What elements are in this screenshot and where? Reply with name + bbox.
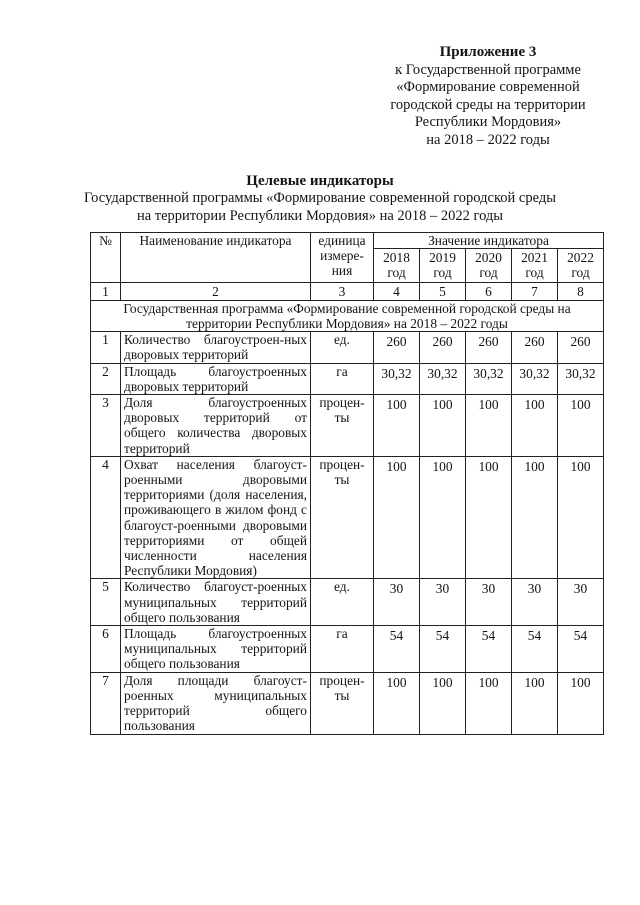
indicator-name: Площадь благоустроенных муниципальных территорий общего пользования: [121, 626, 311, 673]
indicator-value: 30: [466, 579, 512, 626]
section-title: Государственная программа «Формирование современной городской среды на территории Республики Мордовия» на 2018 – 2022 годы: [91, 300, 604, 331]
indicator-name: Количество благоустроен-ных дворовых территорий: [121, 332, 311, 363]
row-number: 2: [91, 363, 121, 394]
header-num: №: [91, 233, 121, 283]
indicator-value: 100: [420, 395, 466, 457]
indicator-value: 100: [558, 395, 604, 457]
indicator-value: 30,32: [512, 363, 558, 394]
header-values-group: Значение индикатора: [374, 233, 604, 249]
indicator-value: 260: [374, 332, 420, 363]
annex-line: «Формирование современной: [396, 79, 580, 96]
table-row: [91, 456, 604, 579]
table-row: [91, 672, 604, 734]
annex-line: к Государственной программе: [395, 61, 581, 78]
column-number: 1: [91, 282, 121, 300]
column-number: 4: [374, 282, 420, 300]
table-row: [91, 332, 604, 363]
header-unit: единица измере-ния: [311, 233, 374, 283]
header-row: [91, 233, 604, 249]
indicator-value: 54: [512, 626, 558, 673]
indicator-value: 54: [558, 626, 604, 673]
indicator-value: 100: [466, 456, 512, 579]
indicator-value: 54: [374, 626, 420, 673]
indicator-value: 54: [420, 626, 466, 673]
row-number: 6: [91, 626, 121, 673]
row-number: 5: [91, 579, 121, 626]
document-heading: [50, 173, 590, 225]
indicator-value: 100: [420, 456, 466, 579]
indicator-name: Количество благоуст-роенных муниципальных территорий общего пользования: [121, 579, 311, 626]
indicator-value: 260: [558, 332, 604, 363]
indicator-unit: га: [311, 626, 374, 673]
header-year: 2020 год: [466, 249, 512, 282]
header-year: 2022 год: [558, 249, 604, 282]
heading-subtitle-line: на территории Республики Мордовия» на 2018 – 2022 годы: [136, 207, 504, 224]
indicator-value: 100: [374, 456, 420, 579]
header-year: 2019 год: [420, 249, 466, 282]
row-number: 7: [91, 672, 121, 734]
indicator-value: 100: [466, 672, 512, 734]
column-number: 2: [121, 282, 311, 300]
indicator-value: 260: [512, 332, 558, 363]
annex-line: на 2018 – 2022 годы: [426, 131, 550, 148]
indicator-value: 100: [466, 395, 512, 457]
header-year: 2018 год: [374, 249, 420, 282]
indicator-value: 30,32: [558, 363, 604, 394]
header-name: Наименование индикатора: [121, 233, 311, 283]
indicator-value: 100: [558, 456, 604, 579]
indicator-value: 30: [558, 579, 604, 626]
indicator-unit: ед.: [311, 579, 374, 626]
indicator-value: 100: [374, 672, 420, 734]
indicator-value: 100: [512, 395, 558, 457]
heading-subtitle-line: Государственной программы «Формирование современной городской среды: [84, 190, 556, 207]
indicator-value: 100: [420, 672, 466, 734]
indicator-unit: процен-ты: [311, 395, 374, 457]
column-number: 7: [512, 282, 558, 300]
heading-title: Целевые индикаторы: [246, 173, 394, 189]
column-number: 3: [311, 282, 374, 300]
indicator-value: 100: [512, 672, 558, 734]
indicator-name: Доля площади благоуст-роенных муниципальных территорий общего пользования: [121, 672, 311, 734]
indicator-value: 30: [374, 579, 420, 626]
indicators-table: [90, 232, 604, 735]
column-numbers-row: [91, 282, 604, 300]
indicator-name: Охват населения благоуст-роенными дворовыми территориями (доля населения, проживающего в жилом фонд с благоуст-роенными дворовыми территориями от общей численности населения Республики Мордовия): [121, 456, 311, 579]
indicator-unit: га: [311, 363, 374, 394]
indicator-unit: процен-ты: [311, 456, 374, 579]
indicator-value: 100: [512, 456, 558, 579]
annex-title: Приложение 3: [439, 44, 537, 60]
indicator-value: 30: [512, 579, 558, 626]
indicator-value: 100: [374, 395, 420, 457]
indicator-value: 30: [420, 579, 466, 626]
indicator-value: 260: [466, 332, 512, 363]
indicator-name: Площадь благоустроенных дворовых территорий: [121, 363, 311, 394]
table-row: [91, 579, 604, 626]
indicator-value: 100: [558, 672, 604, 734]
indicator-value: 54: [466, 626, 512, 673]
section-row: [91, 300, 604, 331]
indicator-value: 260: [420, 332, 466, 363]
table-row: [91, 626, 604, 673]
table-row: [91, 363, 604, 394]
annex-line: Республики Мордовия»: [414, 114, 562, 131]
indicator-value: 30,32: [420, 363, 466, 394]
header-year: 2021 год: [512, 249, 558, 282]
column-number: 5: [420, 282, 466, 300]
column-number: 8: [558, 282, 604, 300]
row-number: 1: [91, 332, 121, 363]
indicator-unit: процен-ты: [311, 672, 374, 734]
indicator-unit: ед.: [311, 332, 374, 363]
row-number: 3: [91, 395, 121, 457]
annex-block: [372, 44, 604, 150]
row-number: 4: [91, 456, 121, 579]
indicator-name: Доля благоустроенных дворовых территорий от общего количества дворовых территорий: [121, 395, 311, 457]
annex-line: городской среды на территории: [390, 96, 586, 113]
indicator-value: 30,32: [466, 363, 512, 394]
indicator-value: 30,32: [374, 363, 420, 394]
column-number: 6: [466, 282, 512, 300]
table-row: [91, 395, 604, 457]
